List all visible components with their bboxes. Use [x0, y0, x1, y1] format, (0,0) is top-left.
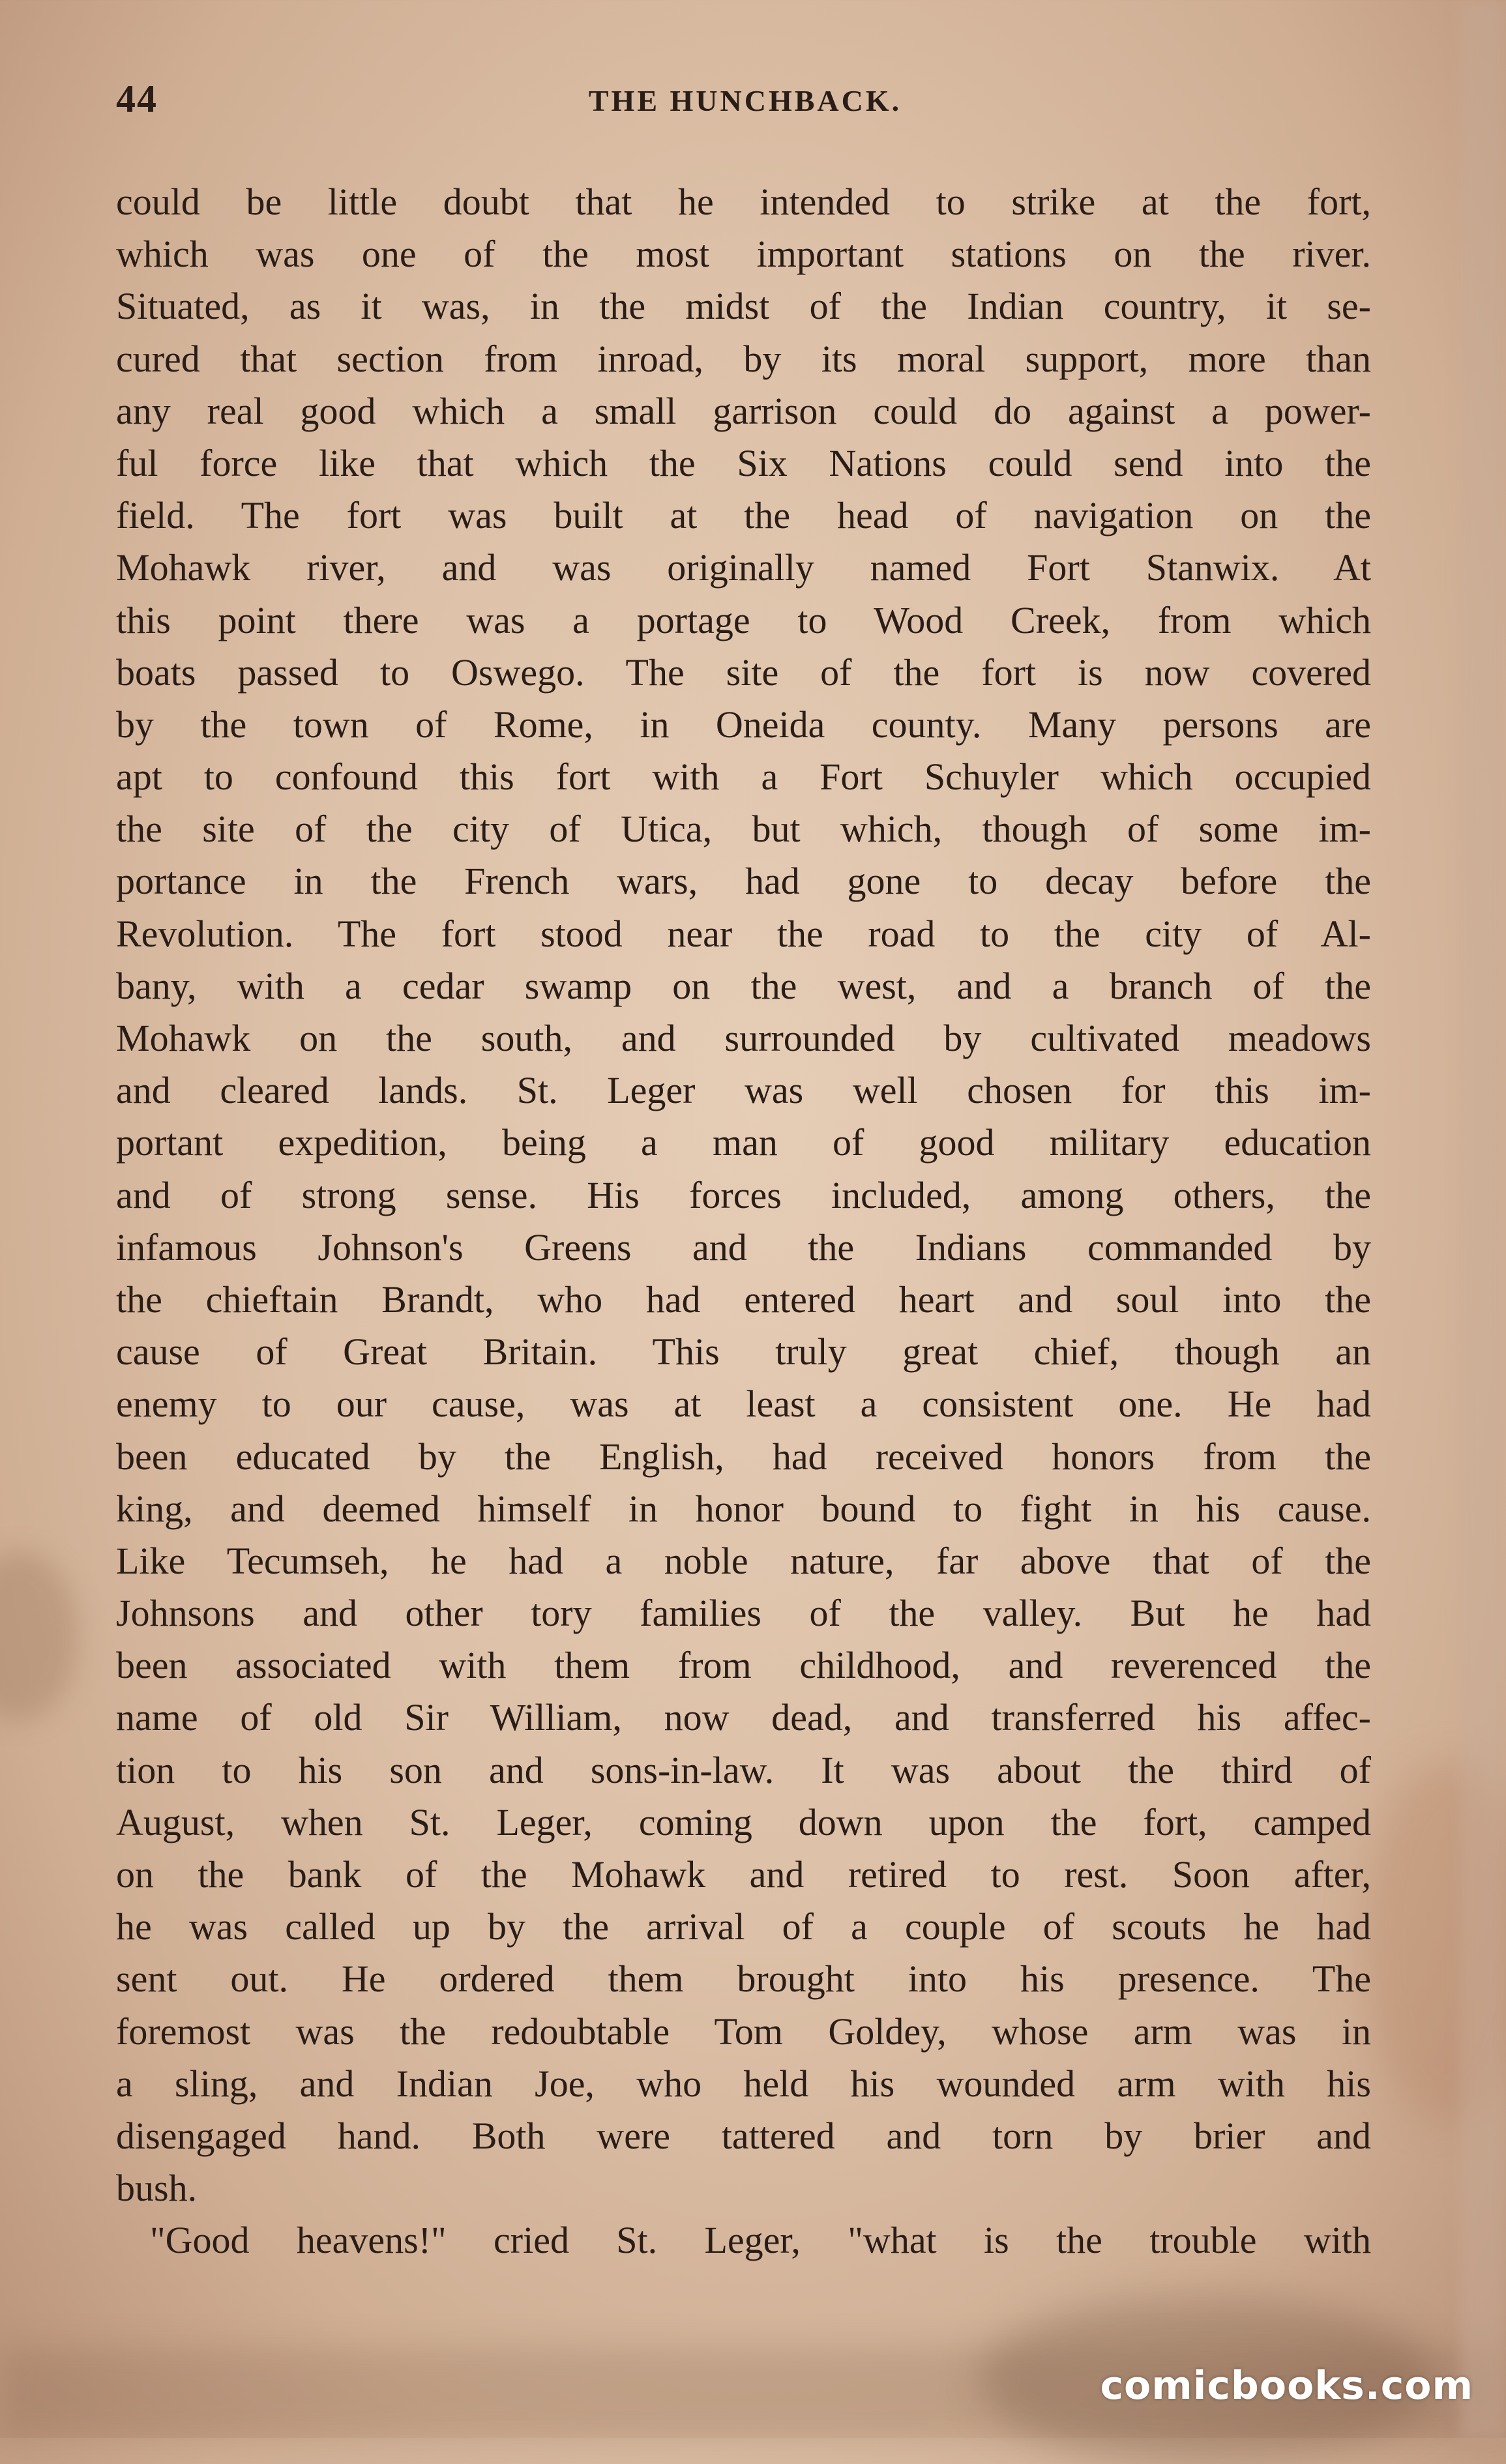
text-line: portance in the French wars, had gone to decay before the — [116, 860, 1371, 903]
text-line: enemy to our cause, was at least a consistent one. He had — [116, 1383, 1371, 1426]
text-line: by the town of Rome, in Oneida county. Many persons are — [116, 703, 1371, 746]
text-line: and cleared lands. St. Leger was well chosen for this im- — [116, 1069, 1371, 1112]
text-line: the site of the city of Utica, but which, though of some im- — [116, 808, 1371, 851]
text-line: on the bank of the Mohawk and retired to rest. Soon after, — [116, 1853, 1371, 1896]
text-line: sent out. He ordered them brought into his presence. The — [116, 1958, 1371, 2001]
text-line: August, when St. Leger, coming down upon the fort, camped — [116, 1800, 1371, 1843]
text-line: field. The fort was built at the head of navigation on the — [116, 494, 1371, 537]
text-line: apt to confound this fort with a Fort Schuyler which occupied — [116, 755, 1371, 799]
watermark: comicbooks.com — [1100, 2363, 1473, 2409]
text-line: bush. — [116, 2167, 198, 2210]
text-line: Mohawk river, and was originally named Fort Stanwix. At — [116, 546, 1371, 589]
text-line: name of old Sir William, now dead, and transferred his affec- — [116, 1696, 1371, 1739]
running-head: THE HUNCHBACK. — [588, 84, 902, 117]
text-line: Revolution. The fort stood near the road to the city of Al- — [116, 912, 1371, 955]
text-line: Situated, as it was, in the midst of the Indian country, it se- — [116, 285, 1371, 328]
text-line: Mohawk on the south, and surrounded by cultivated meadows — [116, 1017, 1371, 1059]
text-line: portant expedition, being a man of good military education — [116, 1121, 1371, 1164]
page-number: 44 — [116, 78, 158, 121]
text-line: and of strong sense. His forces included, among others, the — [116, 1173, 1371, 1216]
text-line: boats passed to Oswego. The site of the fort is now covered — [116, 651, 1371, 694]
text-line: disengaged hand. Both were tattered and torn by brier and — [116, 2114, 1371, 2157]
text-line: "Good heavens!" cried St. Leger, "what is the trouble with — [150, 2219, 1371, 2262]
text-line: bany, with a cedar swamp on the west, and a branch of the — [116, 964, 1371, 1007]
page-header — [116, 77, 1374, 129]
text-line: tion to his son and sons-in-law. It was about the third of — [116, 1748, 1371, 1791]
text-line: king, and deemed himself in honor bound to fight in his cause. — [116, 1487, 1371, 1530]
text-line: been educated by the English, had received honors from the — [116, 1435, 1371, 1478]
text-line: a sling, and Indian Joe, who held his wounded arm with his — [116, 2062, 1371, 2105]
text-line: which was one of the most important stations on the river. — [116, 233, 1371, 276]
text-line: been associated with them from childhood, and reverenced the — [116, 1644, 1371, 1687]
text-line: this point there was a portage to Wood Creek, from which — [116, 598, 1371, 641]
text-line: cause of Great Britain. This truly great chief, though an — [116, 1330, 1371, 1373]
body-text — [116, 176, 1371, 2267]
text-line: Like Tecumseh, he had a noble nature, far above that of the — [116, 1539, 1371, 1582]
text-line: ful force like that which the Six Nations could send into the — [116, 441, 1371, 484]
text-line: the chieftain Brandt, who had entered heart and soul into the — [116, 1278, 1371, 1321]
text-line: cured that section from inroad, by its moral support, more than — [116, 337, 1371, 380]
text-line: Johnsons and other tory families of the valley. But he had — [116, 1592, 1371, 1635]
text-line: infamous Johnson's Greens and the Indians commanded by — [116, 1225, 1371, 1269]
text-line: any real good which a small garrison could do against a power- — [116, 389, 1371, 432]
text-line: could be little doubt that he intended to strike at the fort, — [116, 181, 1371, 223]
text-line: foremost was the redoubtable Tom Goldey, whose arm was in — [116, 2010, 1371, 2053]
text-line: he was called up by the arrival of a couple of scouts he had — [116, 1905, 1371, 1948]
